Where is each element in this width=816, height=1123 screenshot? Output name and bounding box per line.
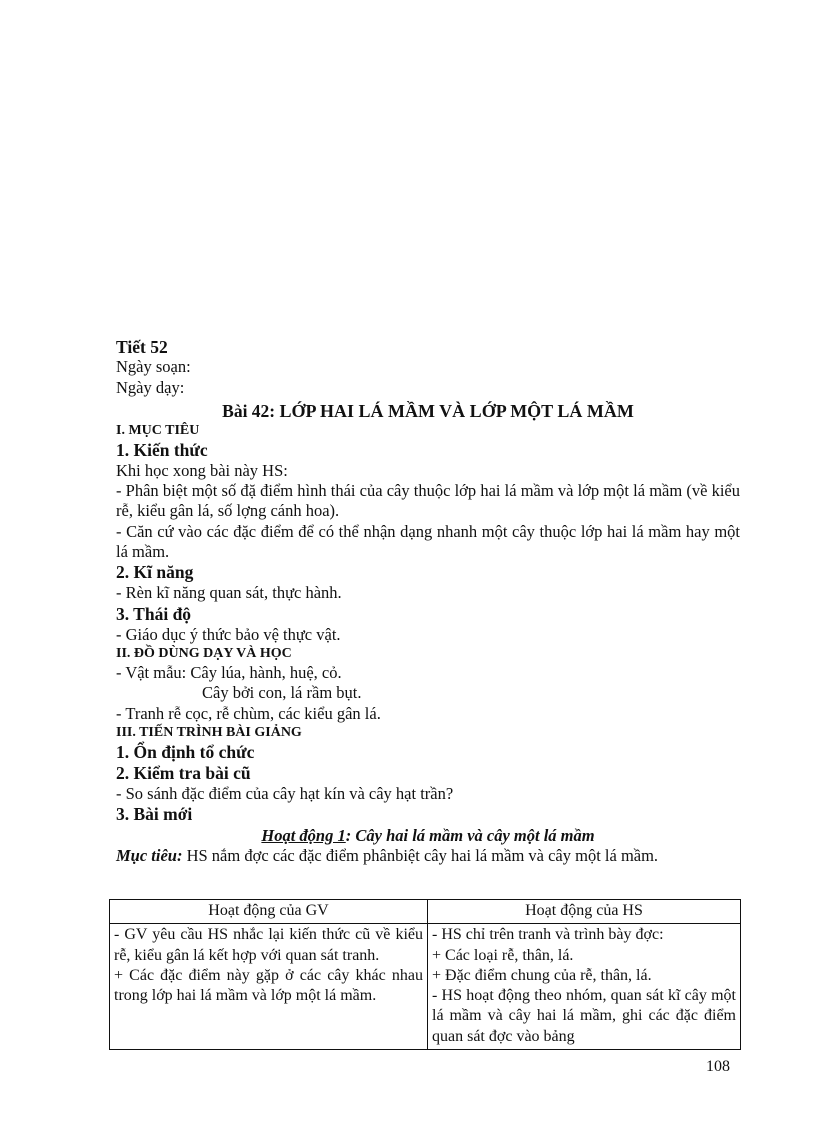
prep-date-label: Ngày soạn: [116, 357, 191, 377]
teacher-activity-line: + Các đặc điểm này gặp ở các cây khác nhau trong lớp hai lá mầm và lớp một lá mầm. [114, 966, 423, 1005]
step-2-item: - So sánh đặc điểm của cây hạt kín và cây hạt trần? [116, 783, 454, 803]
teacher-activity-line: - GV yêu cầu HS nhắc lại kiến thức cũ về kiểu rễ, kiểu gân lá kết hợp với quan sát tranh. [114, 926, 423, 964]
column-header-student: Hoạt động của HS [428, 900, 741, 924]
materials-item-1-cont: Cây bởi con, lá rầm bụt. [202, 683, 362, 703]
column-header-teacher: Hoạt động của GV [110, 900, 428, 924]
attitude-item: - Giáo dục ý thức bảo vệ thực vật. [116, 624, 341, 644]
step-3-heading: 3. Bài mới [116, 804, 193, 825]
student-activity-line: - HS hoạt động theo nhóm, quan sát kĩ cây một lá mầm và cây hai lá mầm, ghi các đặc điểm quan sát đợc vào bảng [432, 987, 736, 1045]
teach-date-label: Ngày dạy: [116, 377, 185, 397]
lesson-number: Bài 42: [222, 400, 276, 421]
activity-goal [116, 846, 740, 866]
materials-heading: II. ĐỒ DÙNG DẠY VÀ HỌC [116, 645, 292, 661]
student-activity-line: - HS chỉ trên tranh và trình bày đợc: [432, 926, 664, 944]
knowledge-item-2: - Căn cứ vào các đặc điểm để có thể nhận dạng nhanh một cây thuộc lớp hai lá mầm hay một lá mầm. [116, 521, 740, 562]
document-body [116, 337, 740, 866]
activity-label: Hoạt động 1 [261, 826, 346, 846]
knowledge-item-1: - Phân biệt một số đặ điểm hình thái của cây thuộc lớp hai lá mầm và lớp một lá mầm (về kiểu rễ, kiểu gân lá, số lợng cánh hoa). [116, 481, 740, 521]
attitude-heading: 3. Thái độ [116, 603, 192, 624]
lesson-name: LỚP HAI LÁ MẦM VÀ LỚP MỘT LÁ MẦM [279, 400, 634, 421]
activity-table [109, 899, 741, 1050]
table-row [110, 924, 741, 1050]
activity-name: : Cây hai lá mầm và cây một lá mầm [345, 826, 595, 846]
skills-item: - Rèn kĩ năng quan sát, thực hành. [116, 583, 342, 603]
materials-item-2: - Tranh rễ cọc, rễ chùm, các kiểu gân lá. [116, 703, 381, 723]
step-1-heading: 1. Ổn định tổ chức [116, 741, 255, 762]
goal-text: HS nắm đợc các đặc điểm phânbiệt cây hai lá mầm và cây một lá mầm. [186, 846, 659, 866]
materials-item-1: - Vật mẫu: Cây lúa, hành, huệ, cỏ. [116, 662, 342, 682]
student-activity-line: + Các loại rễ, thân, lá. [432, 946, 574, 964]
procedure-heading: III. TIẾN TRÌNH BÀI GIẢNG [116, 724, 302, 740]
page-number: 108 [706, 1058, 730, 1075]
student-activity-line: + Đặc điểm chung của rễ, thân, lá. [432, 966, 652, 984]
skills-heading: 2. Kĩ năng [116, 562, 194, 583]
objectives-heading: I. MỤC TIÊU [116, 422, 200, 438]
knowledge-intro: Khi học xong bài này HS: [116, 460, 288, 480]
step-2-heading: 2. Kiểm tra bài cũ [116, 762, 251, 783]
period-label: Tiết 52 [116, 337, 168, 357]
student-activity-cell [428, 924, 741, 1050]
goal-label: Mục tiêu: [116, 846, 183, 866]
activity-title [116, 825, 740, 846]
lesson-title [116, 400, 740, 422]
teacher-activity-cell [110, 924, 428, 1050]
knowledge-heading: 1. Kiến thức [116, 439, 208, 460]
table-header-row [110, 900, 741, 924]
